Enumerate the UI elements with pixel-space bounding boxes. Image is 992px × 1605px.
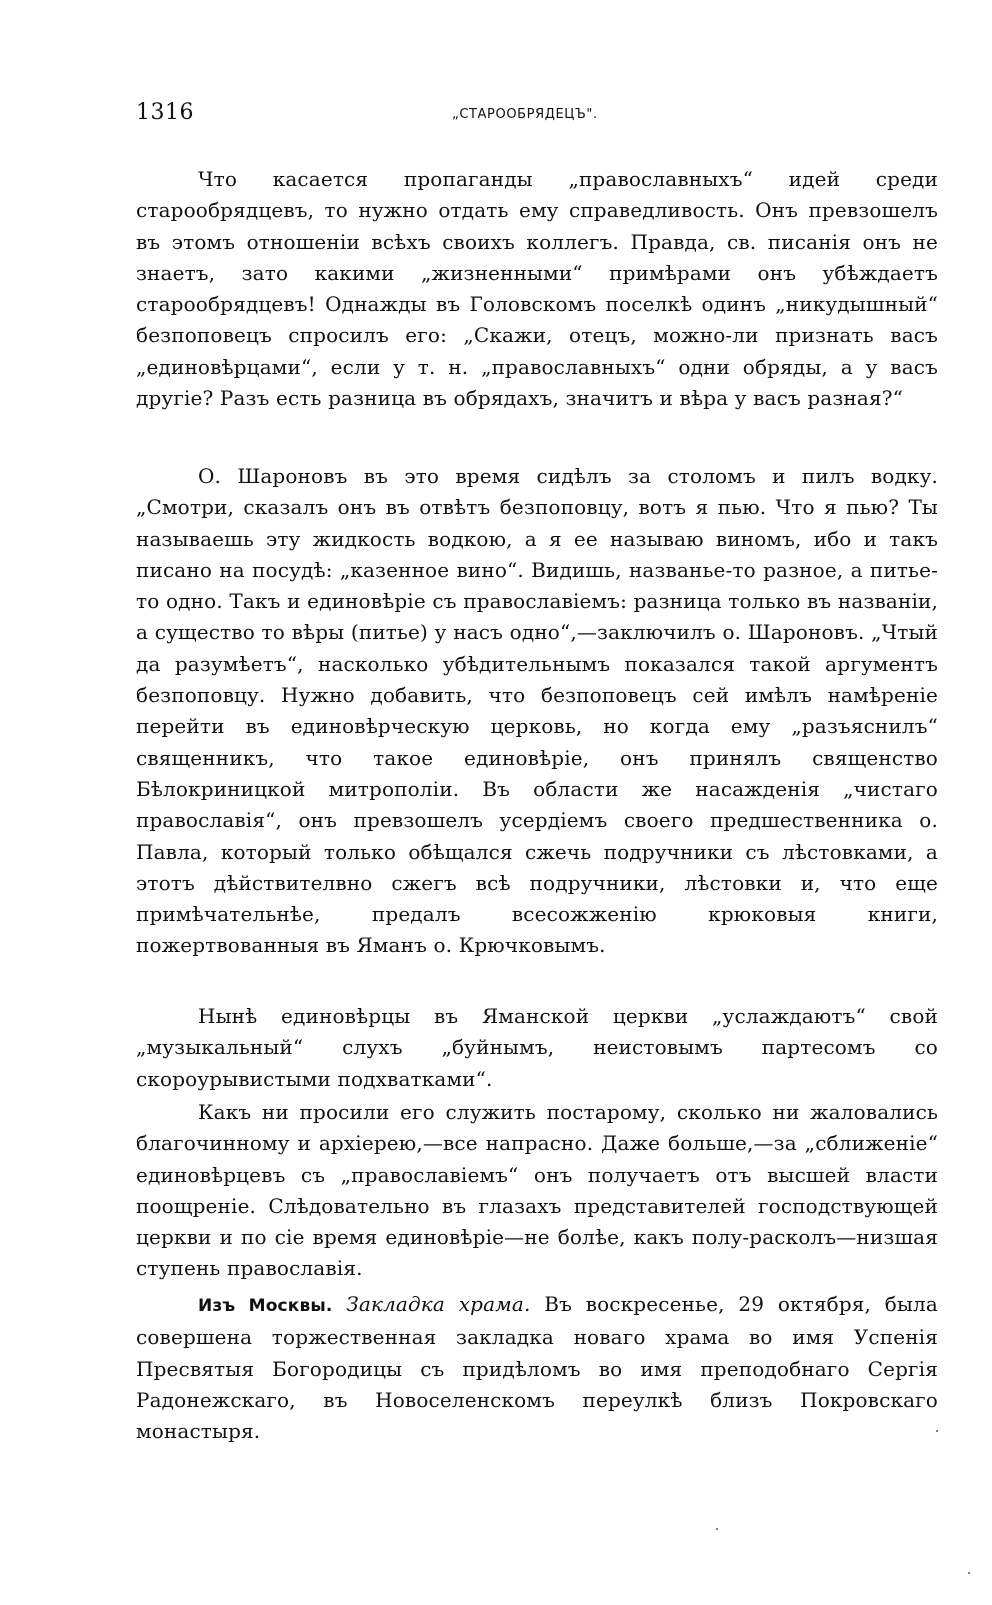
scan-speck bbox=[936, 1430, 938, 1432]
running-title: „СТАРООБРЯДЕЦЪ". bbox=[452, 107, 598, 122]
paragraph-sharonov-vodka: О. Шароновъ въ это время сидѣлъ за столомъ и пилъ водку. „Смотри, сказалъ онъ въ отвѣтъ безпоповцу, вотъ я пью. Что я пью? Ты называешь эту жидкость водкою, а я ее называю виномъ, ибо и такъ писано на посудѣ: „казенное вино“. Видишь, названье-то разное, а питье-то одно. Такъ и единовѣріе съ православіемъ: разница только въ названіи, а существо то вѣры (питье) у насъ одно“,—заключилъ о. Шароновъ. „Чтый да разумѣетъ“, насколько убѣдительнымъ показался такой аргументъ безпоповцу. Нужно добавить, что безпоповецъ сей имѣлъ намѣреніе перейти въ единовѣрческую церковь, но когда ему „разъяснилъ“ священникъ, что такое единовѣріе, онъ принялъ священство Бѣлокриницкой митрополіи. Въ области же насажденія „чистаго православія“, онъ превзошелъ усердіемъ своего предшественника о. Павла, который только обѣщался сжечь подручники съ лѣстовками, а этотъ дѣйствителвно сжегъ всѣ подручники, лѣстовки и, что еще примѣчательнѣе, предалъ всесожженію крюковыя книги, пожертвованныя въ Яманъ о. Крючковымъ. bbox=[136, 464, 938, 958]
scan-speck bbox=[968, 1572, 970, 1574]
news-item-moscow bbox=[136, 1289, 938, 1447]
news-heading: Изъ Москвы. bbox=[198, 1296, 333, 1316]
scan-speck bbox=[716, 1528, 718, 1530]
article-body bbox=[136, 164, 938, 1447]
page-number: 1316 bbox=[136, 100, 194, 125]
paragraph-complaints: Какъ ни просили его служить постарому, сколько ни жаловались благочинному и архіерею,—все напрасно. Даже больше,—за „сближеніе“ единовѣрцевъ съ „православіемъ“ онъ получаетъ отъ высшей власти поощреніе. Слѣдовательно въ глазахъ представителей господствующей церкви и по сіе время единовѣріе—не болѣе, какъ полу-расколъ—низшая ступень православія. bbox=[136, 1100, 938, 1281]
paragraph-propaganda: Что касается пропаганды „православныхъ“ идей среди старообрядцевъ, то нужно отдать ему справедливость. Онъ превзошелъ въ этомъ отношеніи всѣхъ своихъ коллегъ. Правда, св. писанія онъ не знаетъ, зато какими „жизненными“ примѣрами онъ убѣждаетъ старообрядцевъ! Однажды въ Головскомъ поселкѣ одинъ „никудышный“ безпоповецъ спросилъ его: „Скажи, отецъ, можно-ли признать васъ „единовѣрцами“, если у т. н. „православныхъ“ одни обряды, а у васъ другіе? Разъ есть разница въ обрядахъ, значитъ и вѣра у васъ разная?“ bbox=[136, 167, 938, 411]
paragraph-partes-singing: Нынѣ единовѣрцы въ Яманской церкви „услаждаютъ“ свой „музыкальный“ слухъ „буйнымъ, неистовымъ партесомъ со скороурывистыми подхватками“. bbox=[136, 1004, 938, 1091]
news-title: Закладка храма. bbox=[346, 1292, 531, 1316]
news-text: Въ воскресенье, 29 октября, была совершена торжественная закладка новаго храма во имя Успенія Пресвятыя Богородицы съ придѣломъ во имя преподобнаго Сергія Радонежскаго, въ Новоселенскомъ переулкѣ близъ Покровскаго монастыря. bbox=[136, 1292, 938, 1444]
